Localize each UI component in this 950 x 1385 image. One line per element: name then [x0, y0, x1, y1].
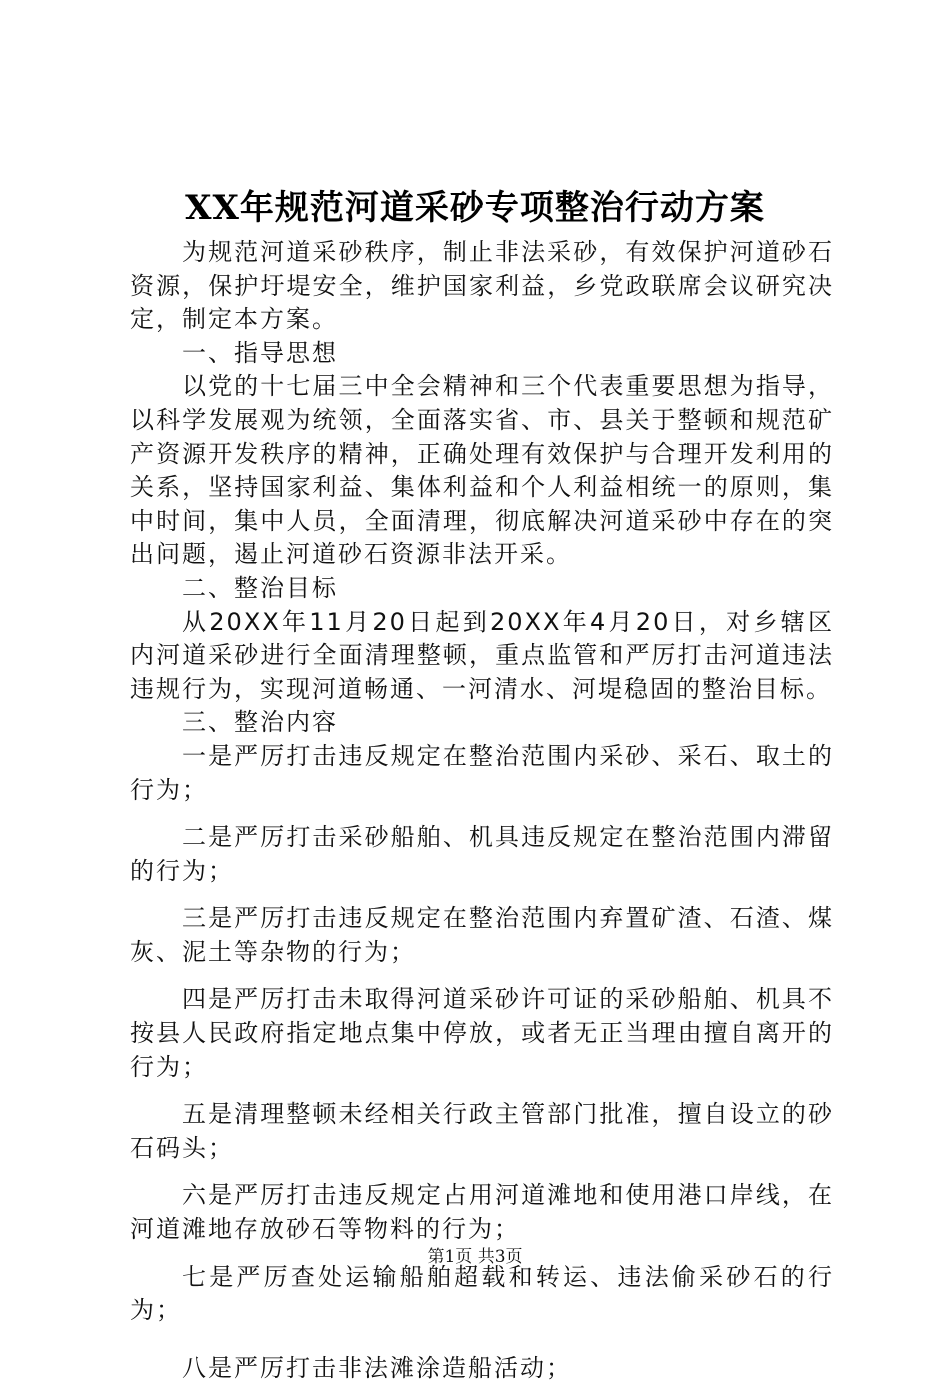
content-item-4: 四是严厉打击未取得河道采砂许可证的采砂船舶、机具不按县人民政府指定地点集中停放，或者无正当理由擅自离开的行为；	[130, 985, 834, 1081]
guiding-ideology-paragraph: 以党的十七届三中全会精神和三个代表重要思想为指导，以科学发展观为统领，全面落实省、市、县关于整顿和规范矿产资源开发秩序的精神，正确处理有效保护与合理开发利用的关系，坚持国家利益、集体利益和个人利益相统一的原则，集中时间，集中人员，全面清理，彻底解决河道采砂中存在的突出问题，遏止河道砂石资源非法开采。	[130, 372, 834, 569]
page-indicator: 第1页 共3页	[427, 1247, 523, 1267]
content-item-7: 七是严厉查处运输船舶超载和转运、违法偷采砂石的行为；	[130, 1262, 834, 1325]
content-item-8: 八是严厉打击非法滩涂造船活动；	[182, 1353, 572, 1382]
content-item-3: 三是严厉打击违反规定在整治范围内弃置矿渣、石渣、煤灰、泥土等杂物的行为；	[130, 904, 834, 966]
content-item-2: 二是严厉打击采砂船舶、机具违反规定在整治范围内滞留的行为；	[130, 823, 834, 885]
goals-paragraph: 从20XX年11月20日起到20XX年4月20日，对乡辖区内河道采砂进行全面清理整顿，重点监管和严厉打击河道违法违规行为，实现河道畅通、一河清水、河堤稳固的整治目标。	[130, 607, 834, 703]
section-heading-content: 三、整治内容	[182, 708, 338, 737]
content-item-1: 一是严厉打击违反规定在整治范围内采砂、采石、取土的行为；	[130, 741, 834, 804]
section-heading-goals: 二、整治目标	[182, 573, 338, 602]
intro-paragraph: 为规范河道采砂秩序，制止非法采砂，有效保护河道砂石资源，保护圩堤安全，维护国家利益，乡党政联席会议研究决定，制定本方案。	[130, 238, 834, 334]
document-title: XX年规范河道采砂专项整治行动方案	[185, 188, 765, 228]
section-heading-guiding-ideology: 一、指导思想	[182, 338, 338, 367]
content-item-5: 五是清理整顿未经相关行政主管部门批准，擅自设立的砂石码头；	[130, 1100, 834, 1162]
document-body	[130, 236, 834, 1385]
content-item-6: 六是严厉打击违反规定占用河道滩地和使用港口岸线，在河道滩地存放砂石等物料的行为；	[130, 1181, 834, 1244]
